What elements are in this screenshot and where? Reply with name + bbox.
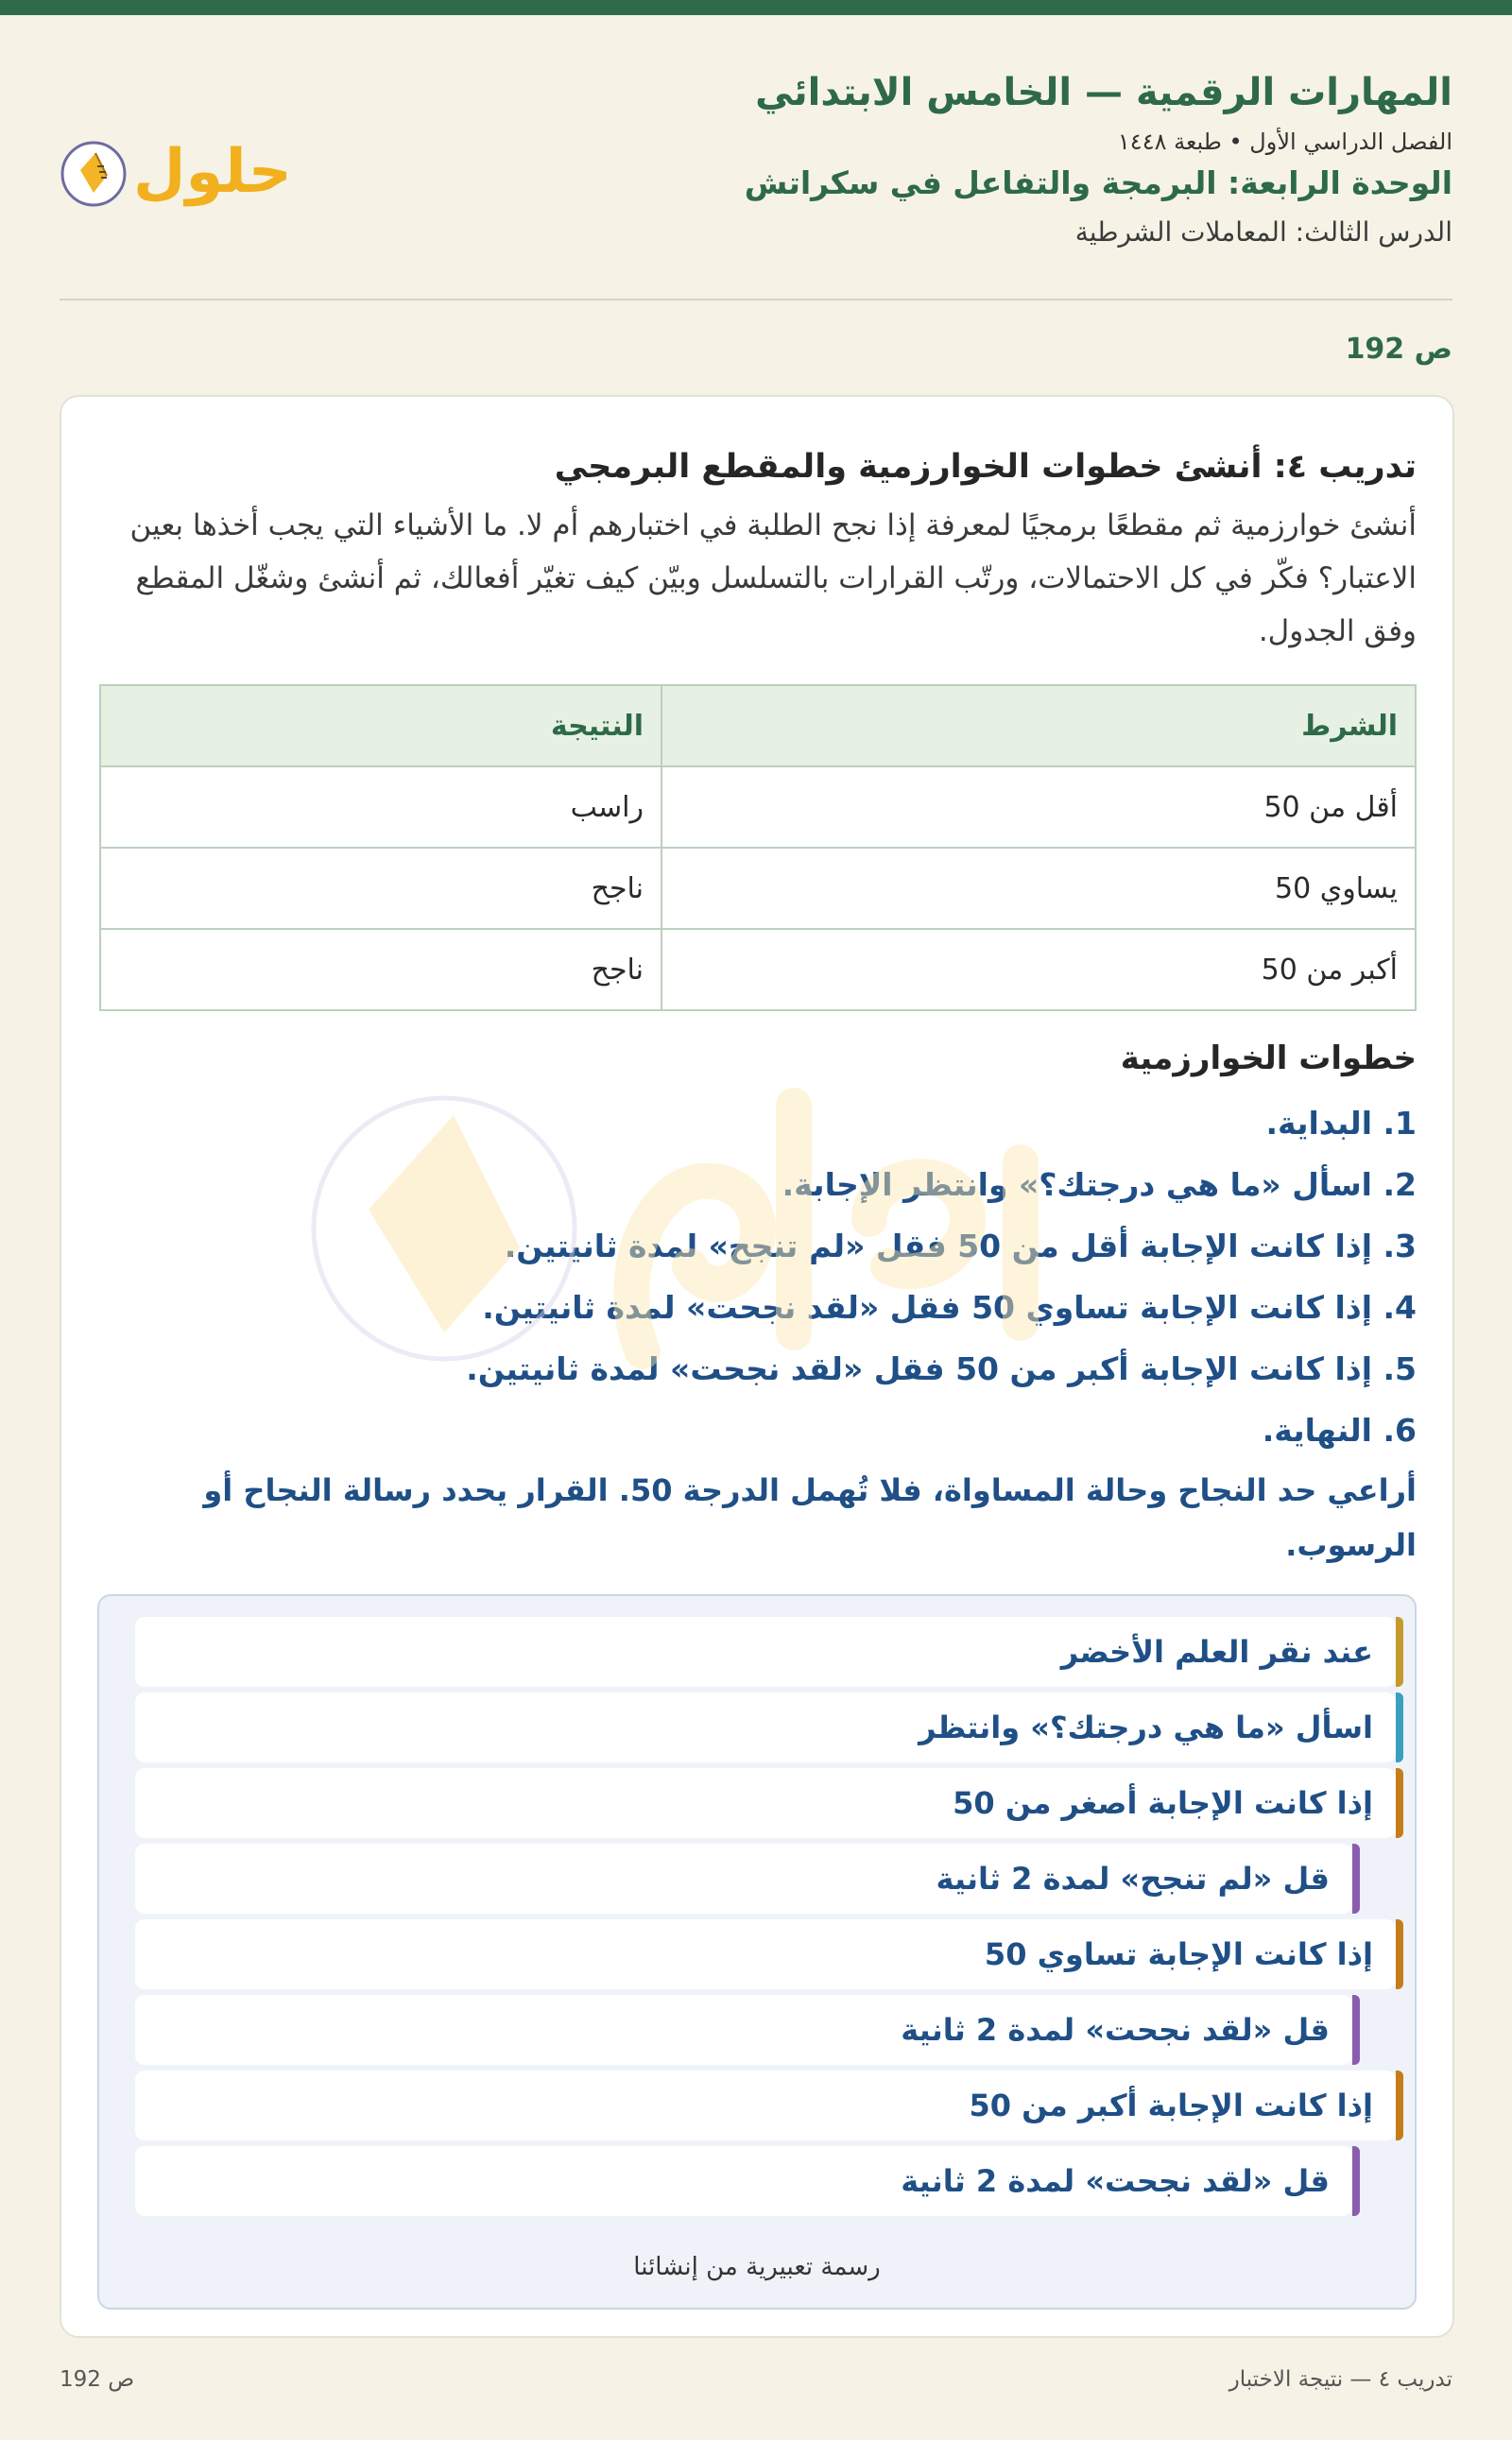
hulul-logo (60, 127, 292, 221)
header-result: النتيجة (100, 685, 662, 766)
block-label: اسأل «ما هي درجتك؟» وانتظر (919, 1710, 1373, 1745)
looks-color-bar (1352, 2146, 1360, 2216)
block-say-passed (135, 1995, 1352, 2065)
list-item: 6. النهاية. (1262, 1412, 1417, 1449)
table-row (100, 848, 1416, 929)
conditions-table (99, 684, 1417, 1011)
block-label: إذا كانت الإجابة تساوي 50 (984, 1936, 1373, 1972)
control-color-bar (1396, 1768, 1403, 1838)
looks-color-bar (1352, 1844, 1360, 1914)
block-say-failed (135, 1844, 1352, 1914)
header-text (745, 68, 1452, 248)
lesson-title: الدرس الثالث: المعاملات الشرطية (1074, 216, 1452, 248)
block-label: إذا كانت الإجابة أصغر من 50 (953, 1785, 1373, 1821)
result-cell: ناجح (100, 848, 662, 929)
control-color-bar (1396, 1919, 1403, 1989)
top-accent-bar (0, 0, 1512, 15)
events-color-bar (1396, 1617, 1403, 1687)
block-label: إذا كانت الإجابة أكبر من 50 (969, 2088, 1373, 2123)
footer-page-number: ص 192 (60, 2367, 135, 2392)
list-item: 5. إذا كانت الإجابة أكبر من 50 فقل «لقد نجحت» لمدة ثانيتين. (466, 1350, 1417, 1387)
result-cell: ناجح (100, 929, 662, 1010)
block-if-greater-than (135, 2071, 1396, 2140)
algorithm-note: أراعي حد النجاح وحالة المساواة، فلا تُهمل الدرجة 50. القرار يحدد رسالة النجاح أو الرسوب. (203, 1472, 1417, 1563)
unit-title: الوحدة الرابعة: البرمجة والتفاعل في سكراتش (744, 164, 1452, 201)
block-when-flag-clicked (135, 1617, 1396, 1687)
table-row (100, 929, 1416, 1010)
condition-cell: يساوي 50 (662, 848, 1416, 929)
block-say-passed (135, 2146, 1352, 2216)
control-color-bar (1396, 2071, 1403, 2140)
scratch-blocks-panel (97, 1594, 1417, 2310)
algorithm-steps-list (99, 1092, 1417, 1461)
edition-meta: الفصل الدراسي الأول • طبعة ١٤٤٨ (1117, 129, 1452, 155)
condition-cell: أكبر من 50 (662, 929, 1416, 1010)
table-header-row (100, 685, 1416, 766)
exercise-title: تدريب ٤: أنشئ خطوات الخوارزمية والمقطع البرمجي (554, 448, 1417, 486)
block-label: قل «لقد نجحت» لمدة 2 ثانية (901, 2012, 1330, 2048)
logo-wordmark: حلول (133, 137, 292, 207)
looks-color-bar (1352, 1995, 1360, 2065)
list-item: 4. إذا كانت الإجابة تساوي 50 فقل «لقد نجحت» لمدة ثانيتين. (482, 1289, 1417, 1326)
page-number-label: ص 192 (1345, 333, 1452, 366)
block-label: عند نقر العلم الأخضر (1060, 1634, 1373, 1670)
exercise-content (99, 448, 1417, 1572)
block-if-less-than (135, 1768, 1396, 1838)
condition-cell: أقل من 50 (662, 766, 1416, 848)
table-row (100, 766, 1416, 848)
footer-exercise-label: تدريب ٤ — نتيجة الاختبار (1228, 2367, 1452, 2392)
block-ask-and-wait (135, 1693, 1396, 1762)
list-item: 2. اسأل «ما هي درجتك؟» وانتظر الإجابة. (782, 1166, 1417, 1203)
sensing-color-bar (1396, 1693, 1403, 1762)
header-condition: الشرط (662, 685, 1416, 766)
book-title: المهارات الرقمية — الخامس الابتدائي (755, 71, 1452, 114)
block-label: قل «لقد نجحت» لمدة 2 ثانية (901, 2163, 1330, 2199)
list-item: 3. إذا كانت الإجابة أقل من 50 فقل «لم تنجح» لمدة ثانيتين. (504, 1228, 1417, 1264)
header-divider (60, 299, 1452, 301)
exercise-description: أنشئ خوارزمية ثم مقطعًا برمجيًا لمعرفة إذا نجح الطلبة في اختبارهم أم لا. ما الأشياء التي يجب أخذها بعين الاعتبار؟ فكّر في كل الاحتمالات، ورتّب القرارات بالتسلسل وبيّن كيف تغيّر أفعالك، ثم أنشئ وشغّل المقطع وفق الجدول. (129, 508, 1417, 648)
page-header (60, 68, 1452, 301)
result-cell: راسب (100, 766, 662, 848)
block-label: قل «لم تنجح» لمدة 2 ثانية (936, 1861, 1330, 1897)
block-if-equals (135, 1919, 1396, 1989)
algorithm-steps-title: خطوات الخوارزمية (1120, 1040, 1417, 1077)
list-item: 1. البداية. (1265, 1105, 1417, 1142)
blocks-caption: رسمة تعبيرية من إنشائنا (633, 2253, 881, 2281)
